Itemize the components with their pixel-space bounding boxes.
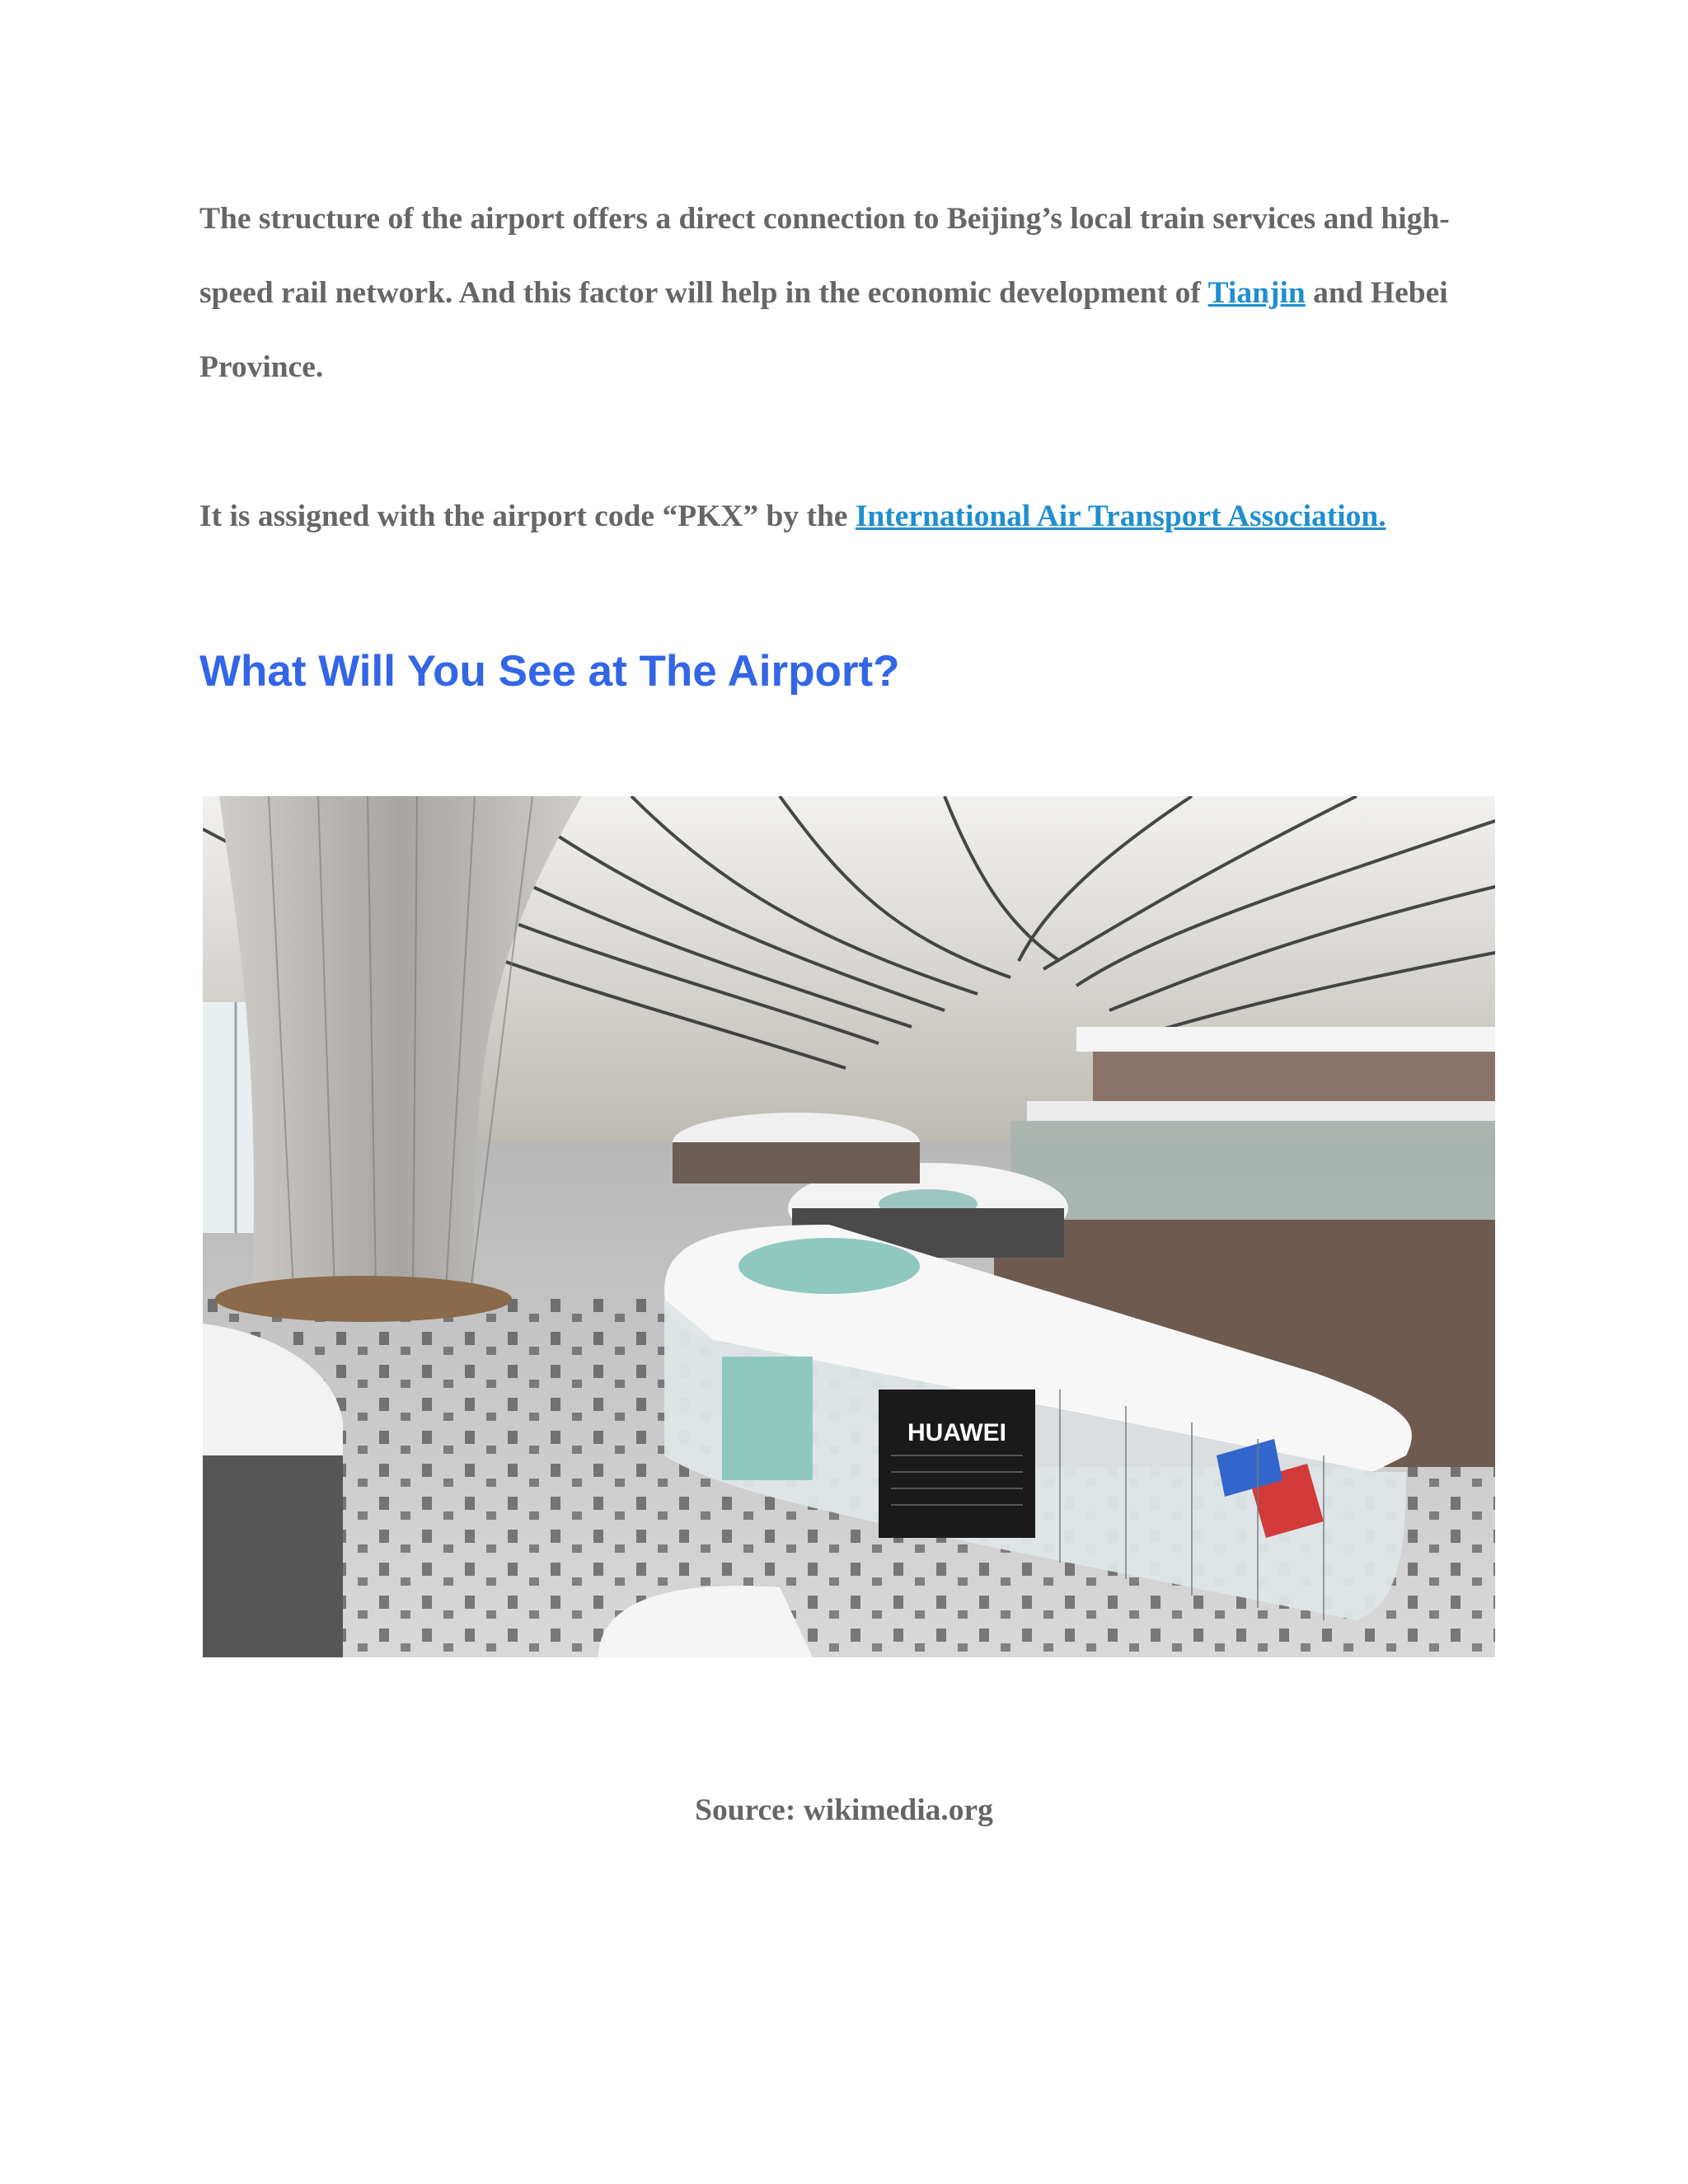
paragraph-airport-code [199,480,1493,554]
section-heading: What Will You See at The Airport? [199,647,900,696]
paragraph-text: The structure of the airport offers a direct connection to Beijing’s local train services and high-speed rail network. And this factor will help in the economic development of [199,202,1450,310]
image-caption: Source: wikimedia.org [695,1793,993,1827]
airport-interior-photo [203,796,1495,1657]
huawei-sign: HUAWEI [907,1419,1006,1446]
paragraph-rail-connection [199,182,1493,405]
paragraph-text-end: and Hebei Province. [199,276,1448,384]
paragraph-text: It is assigned with the airport code “PKX” by the [199,499,856,533]
tianjin-link[interactable]: Tianjin [1207,276,1306,310]
iata-link[interactable]: International Air Transport Association. [855,499,1386,533]
